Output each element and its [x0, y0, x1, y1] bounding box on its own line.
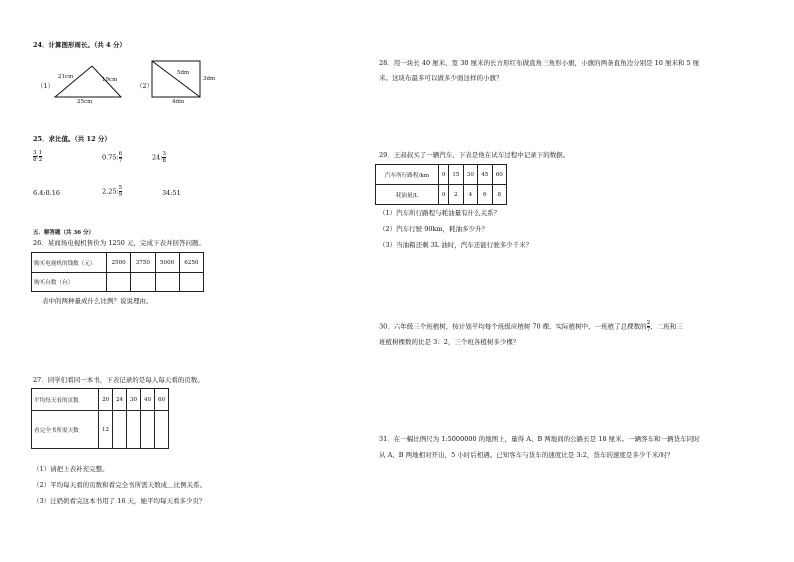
q31-line-1: 31．在一幅比例尺为 1:5000000 的地图上，量得 A、B 两地间的公路长是 18 厘米。一辆客车和一辆货车同时	[379, 435, 700, 443]
fig2-side: 3dm	[203, 76, 216, 82]
q27-sub-1: （1）请把上表补充完整。	[33, 465, 109, 473]
q25-item-6: 34:51	[162, 189, 181, 197]
q26-table	[31, 252, 204, 292]
q24-heading: 24．计算图形周长。（共 4 分）	[33, 41, 126, 49]
table-cell: 3750	[131, 253, 155, 273]
table-cell: 0	[439, 165, 449, 185]
fig1-base: 25cm	[77, 99, 93, 105]
table-cell	[155, 411, 169, 449]
fraction: $\frac{2}{7}$	[646, 320, 651, 333]
table-header-cell: 耗油量/L	[376, 185, 439, 205]
q27-heading: 27．同学们看同一本书，下表记录的是每人每天看的页数。	[33, 376, 204, 384]
fig2-base: 4dm	[172, 99, 185, 105]
table-cell	[155, 273, 179, 292]
q27-sub-3: （3）汪奶奶看完这本书用了 16 天，她平均每天看多少页？	[33, 497, 206, 505]
fraction: $\frac{6}{7}$	[118, 151, 123, 164]
table-row	[376, 185, 507, 205]
table-cell	[179, 273, 203, 292]
q31-line-2: 从 A、B 两地相对开出，5 小时后相遇。已知客车与货车的速度比是 3:2，货车的速度是多少千米/时？	[379, 451, 674, 459]
q27-table	[31, 388, 169, 449]
table-cell: 20	[99, 389, 113, 411]
q26-heading: 26．某商场电视机售价为 1250 元，完成下表并回答问题。	[33, 239, 205, 247]
q30-line-2: 班植树棵数的比是 3：2，三个班各植树多少棵？	[379, 338, 520, 346]
table-row	[32, 253, 204, 273]
fraction: $\frac{3}{8}$	[33, 150, 37, 163]
q25-item-4: 6.4:0.16	[33, 189, 60, 197]
table-cell	[113, 411, 127, 449]
fig2-label: （2）	[136, 82, 154, 90]
table-cell	[107, 273, 131, 292]
table-cell	[127, 411, 141, 449]
fig1-side-left: 21cm	[58, 74, 74, 80]
table-cell: 15	[449, 165, 463, 185]
table-header-cell: 购买台数（台）	[32, 273, 107, 292]
q29-sub-2: （2）汽车行驶 90km，耗油多少升？	[379, 225, 489, 233]
table-cell: 60	[492, 165, 506, 185]
fig2-diag: 5dm	[177, 70, 190, 76]
q30-line-1: 30．六年级三个班植树，按计划平均每个班级应植树 70 棵，实际植树中，一班植了总棵数的 $\frac{2}{7}$ ，二班和三	[379, 320, 683, 333]
fraction: $\frac{1}{2}$	[38, 150, 43, 163]
table-row	[32, 273, 204, 292]
table-cell	[141, 411, 155, 449]
table-cell: 8	[492, 185, 506, 205]
table-row	[32, 389, 169, 411]
q25-item-3: 24: $\frac{3}{8}$	[152, 151, 166, 164]
q26-question: 表中的两种量成什么比例？说说理由。	[42, 297, 153, 305]
table-cell: 45	[478, 165, 492, 185]
table-cell: 6250	[179, 253, 203, 273]
q25-item-1: $\frac{3}{8}$ : $\frac{1}{2}$	[33, 150, 43, 163]
q25-item-2: 0.75: $\frac{6}{7}$	[102, 151, 123, 164]
fraction: $\frac{3}{8}$	[162, 151, 166, 164]
q29-sub-3: （3）当油箱还剩 3L 油时，汽车还能行驶多少千米？	[379, 241, 533, 249]
table-cell: 40	[141, 389, 155, 411]
q28-line-2: 米。这块布最多可以做多少面这样的小旗？	[379, 74, 503, 82]
table-cell: 30	[463, 165, 477, 185]
table-cell: 5000	[155, 253, 179, 273]
q28-line-1: 28．用一块长 40 厘米、宽 30 厘米的长方形红布做直角三角形小旗，小旗的两条直角边分别是 10 厘米和 5 厘	[379, 59, 700, 67]
section-5-heading: 五．解答题（共 36 分）	[33, 230, 94, 236]
table-cell: 2500	[107, 253, 131, 273]
table-cell: 6	[478, 185, 492, 205]
table-cell: 60	[155, 389, 169, 411]
table-cell: 24	[113, 389, 127, 411]
fraction: $\frac{5}{9}$	[118, 185, 123, 198]
q25-heading: 25．求比值。（共 12 分）	[33, 135, 111, 143]
fig1-label: （1）	[37, 82, 55, 90]
table-cell: 0	[439, 185, 449, 205]
table-header-cell: 看完全书所需天数	[32, 411, 99, 449]
q29-sub-1: （1）汽车所行路程与耗油量有什么关系？	[379, 209, 501, 217]
q25-item-5: 2.25: $\frac{5}{9}$	[102, 185, 123, 198]
table-cell: 30	[127, 389, 141, 411]
table-header-cell: 汽车所行路程/km	[376, 165, 439, 185]
q29-heading: 29．王叔叔买了一辆汽车，下表是他在试车过程中记录下的数据。	[379, 151, 570, 159]
table-cell	[131, 273, 155, 292]
table-cell: 2	[449, 185, 463, 205]
fig1-side-right: 19cm	[102, 77, 118, 83]
table-cell: 12	[99, 411, 113, 449]
q27-sub-2: （2）平均每天看的页数和看完全书所需天数成＿比例关系。	[33, 481, 207, 489]
table-row	[32, 411, 169, 449]
table-row	[376, 165, 507, 185]
table-header-cell: 购买电视机的钱数（元）	[32, 253, 107, 273]
q29-table	[375, 164, 507, 205]
table-header-cell: 平均每天看的页数	[32, 389, 99, 411]
table-cell: 4	[463, 185, 477, 205]
